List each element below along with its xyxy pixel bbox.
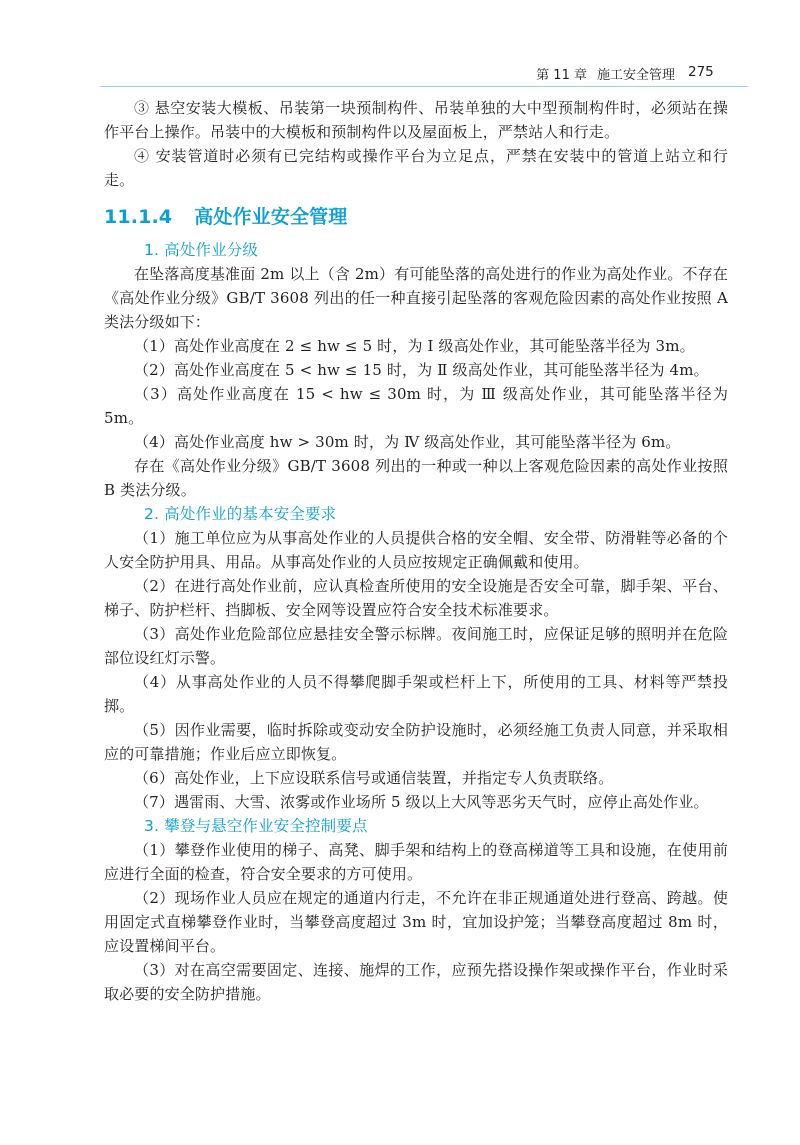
chapter-title: 施工安全管理 <box>596 68 675 83</box>
section-heading <box>104 202 728 232</box>
paragraph: （4）从事高处作业的人员不得攀爬脚手架或栏杆上下，所使用的工具、材料等严禁投掷。 <box>104 673 728 715</box>
paragraph: （1）高处作业高度在 2 ≤ hw ≤ 5 时，为 Ⅰ 级高处作业，其可能坠落半径为 3m。 <box>134 337 695 355</box>
paragraph: 存在《高处作业分级》GB/T 3608 列出的一种或一种以上客观危险因素的高处作业按照 B 类法分级。 <box>104 457 728 499</box>
header-chapter <box>536 64 675 83</box>
page-body <box>104 96 728 1006</box>
paragraph: （3）对在高空需要固定、连接、施焊的工作，应预先搭设操作架或操作平台，作业时采取必要的安全防护措施。 <box>104 961 728 1003</box>
paragraph: （6）高处作业，上下应设联系信号或通信装置，并指定专人负责联络。 <box>134 769 614 787</box>
subsection-heading: 2. 高处作业的基本安全要求 <box>144 505 337 523</box>
paragraph: （1）攀登作业使用的梯子、高凳、脚手架和结构上的登高梯道等工具和设施，在使用前应进行全面的检查，符合安全要求的方可使用。 <box>104 841 728 883</box>
paragraph: ④ 安装管道时必须有已完结构或操作平台为立足点，严禁在安装中的管道上站立和行走。 <box>104 147 728 189</box>
paragraph: （2）现场作业人员应在规定的通道内行走，不允许在非正规通道处进行登高、跨越。使用固定式直梯攀登作业时，当攀登高度超过 3m 时，宜加设护笼；当攀登高度超过 8m 时，应设置梯间平台。 <box>104 889 728 955</box>
section-number: 11.1.4 <box>104 206 173 228</box>
paragraph: ③ 悬空安装大模板、吊装第一块预制构件、吊装单独的大中型预制构件时，必须站在操作平台上操作。吊装中的大模板和预制构件以及屋面板上，严禁站人和行走。 <box>104 99 728 141</box>
paragraph: （5）因作业需要，临时拆除或变动安全防护设施时，必须经施工负责人同意，并采取相应的可靠措施；作业后应立即恢复。 <box>104 721 728 763</box>
header-rule <box>100 86 748 87</box>
subsection-heading: 3. 攀登与悬空作业安全控制要点 <box>144 817 368 835</box>
paragraph: （3）高处作业危险部位应悬挂安全警示标牌。夜间施工时，应保证足够的照明并在危险部位设红灯示警。 <box>104 625 728 667</box>
section-title: 高处作业安全管理 <box>194 206 348 228</box>
paragraph: （4）高处作业高度 hw > 30m 时，为 Ⅳ 级高处作业，其可能坠落半径为 6m。 <box>134 433 681 451</box>
subsection-heading: 1. 高处作业分级 <box>144 241 259 259</box>
chapter-number: 第 11 章 <box>536 68 587 83</box>
paragraph: （1）施工单位应为从事高处作业的人员提供合格的安全帽、安全带、防滑鞋等必备的个人安全防护用具、用品。从事高处作业的人员应按规定正确佩戴和使用。 <box>104 529 728 571</box>
paragraph: （3）高处作业高度在 15 < hw ≤ 30m 时，为 Ⅲ 级高处作业，其可能坠落半径为 5m。 <box>104 385 728 427</box>
paragraph: （7）遇雷雨、大雪、浓雾或作业场所 5 级以上大风等恶劣天气时，应停止高处作业。 <box>134 793 709 811</box>
page-number: 275 <box>688 64 714 80</box>
running-header <box>0 62 800 86</box>
paragraph: （2）在进行高处作业前，应认真检查所使用的安全设施是否安全可靠，脚手架、平台、梯子、防护栏杆、挡脚板、安全网等设置应符合安全技术标准要求。 <box>104 577 728 619</box>
paragraph: 在坠落高度基准面 2m 以上（含 2m）有可能坠落的高处进行的作业为高处作业。不存在《高处作业分级》GB/T 3608 列出的任一种直接引起坠落的客观危险因素的高处作业按照 A 类法分级如下： <box>104 265 728 331</box>
paragraph: （2）高处作业高度在 5 < hw ≤ 15 时，为 Ⅱ 级高处作业，其可能坠落半径为 4m。 <box>134 361 709 379</box>
